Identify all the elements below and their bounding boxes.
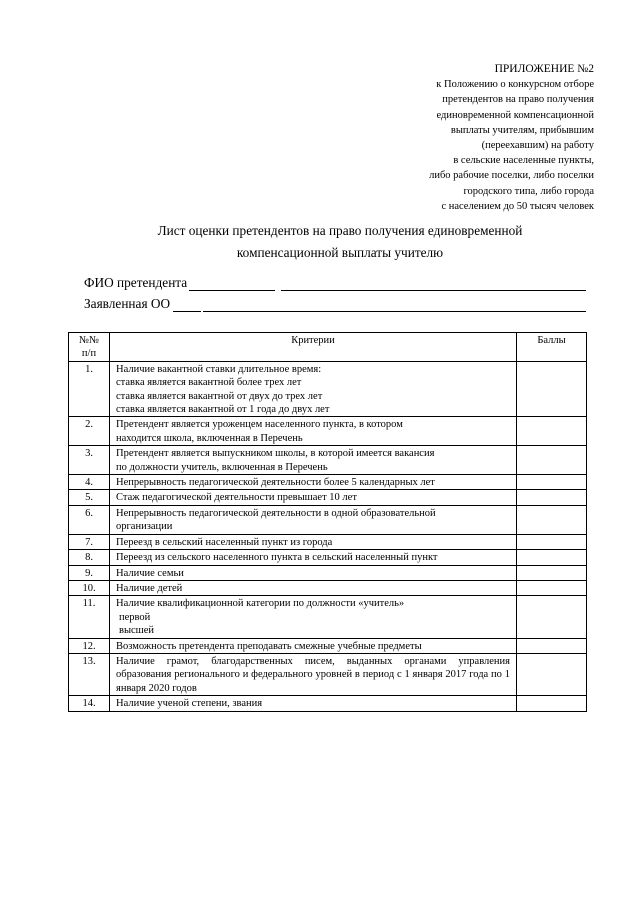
row-points-cell[interactable]: [517, 417, 587, 446]
row-number: 8.: [69, 550, 110, 565]
table-row: [69, 653, 587, 695]
criteria-line: первой: [119, 611, 151, 623]
row-criteria: [110, 361, 517, 417]
row-points-cell[interactable]: [517, 534, 587, 549]
appendix-line: единовременной компенсационной: [436, 109, 594, 121]
criteria-table: [68, 332, 587, 712]
appendix-block: [294, 62, 594, 214]
row-points-cell[interactable]: [517, 550, 587, 565]
table-row: [69, 490, 587, 505]
fio-label: ФИО претендента: [84, 275, 188, 290]
row-criteria: [110, 534, 517, 549]
row-criteria: Наличие грамот, благодарственных писем, выданных органами управления образования регионального и федерального уровней в период с 1 января 2017 года по 1 января 2020 годов: [110, 653, 517, 695]
row-points-cell[interactable]: [517, 653, 587, 695]
criteria-line: высшей: [119, 625, 155, 637]
appendix-line: к Положению о конкурсном отборе: [436, 79, 594, 91]
criteria-line: Наличие квалификационной категории по должности «учитель»: [116, 598, 405, 610]
criteria-line: Переезд в сельский населенный пункт из города: [116, 536, 333, 548]
row-points-cell[interactable]: [517, 446, 587, 475]
row-criteria: [110, 490, 517, 505]
row-points-cell[interactable]: [517, 505, 587, 534]
criteria-line: организации: [116, 521, 173, 533]
row-points-cell[interactable]: [517, 596, 587, 638]
table-row: [69, 580, 587, 595]
fio-field: [84, 275, 586, 291]
criteria-line: ставка является вакантной более трех лет: [116, 377, 302, 389]
table-header-row: [69, 333, 587, 362]
row-number: 10.: [69, 580, 110, 595]
table-row: [69, 565, 587, 580]
table-row: [69, 534, 587, 549]
appendix-line: (переехавшим) на работу: [481, 140, 594, 152]
document-title: [90, 220, 590, 264]
row-number: 6.: [69, 505, 110, 534]
title-line: Лист оценки претендентов на право получения единовременной: [157, 223, 523, 238]
row-points-cell[interactable]: [517, 490, 587, 505]
table-row: [69, 638, 587, 653]
row-criteria: [110, 565, 517, 580]
criteria-line: ставка является вакантной от двух до трех лет: [116, 390, 323, 402]
row-number: 14.: [69, 696, 110, 711]
criteria-line: Претендент является выпускником школы, в которой имеется вакансия: [116, 448, 435, 460]
table-row: [69, 696, 587, 711]
row-points-cell[interactable]: [517, 361, 587, 417]
table-row: [69, 505, 587, 534]
row-number: 7.: [69, 534, 110, 549]
title-line: компенсационной выплаты учителю: [236, 245, 444, 260]
oo-label: Заявленная ОО: [84, 296, 171, 311]
row-criteria: [110, 446, 517, 475]
table-row: [69, 596, 587, 638]
row-criteria: [110, 417, 517, 446]
row-criteria: [110, 505, 517, 534]
appendix-line: городского типа, либо города: [463, 185, 594, 197]
appendix-line: в сельские населенные пункты,: [453, 155, 594, 167]
row-criteria: [110, 596, 517, 638]
row-criteria: [110, 580, 517, 595]
criteria-line: ставка является вакантной от 1 года до двух лет: [116, 404, 330, 416]
row-points-cell[interactable]: [517, 696, 587, 711]
criteria-line: по должности учитель, включенная в Перечень: [116, 461, 328, 473]
table-row: [69, 361, 587, 417]
row-number: 2.: [69, 417, 110, 446]
row-number: 11.: [69, 596, 110, 638]
criteria-line: Наличие детей: [116, 582, 183, 594]
row-criteria: [110, 550, 517, 565]
header-points: Баллы: [517, 333, 587, 362]
oo-underline-short: [173, 298, 201, 312]
row-number: 4.: [69, 475, 110, 490]
criteria-line: Непрерывность педагогической деятельности в одной образовательной: [116, 507, 436, 519]
row-criteria: [110, 475, 517, 490]
row-number: 12.: [69, 638, 110, 653]
row-number: 9.: [69, 565, 110, 580]
table-row: [69, 417, 587, 446]
criteria-line: Стаж педагогической деятельности превышает 10 лет: [116, 492, 357, 504]
criteria-line: Наличие семьи: [116, 567, 184, 579]
table-row: [69, 475, 587, 490]
row-number: 5.: [69, 490, 110, 505]
table-row: [69, 446, 587, 475]
criteria-line: Переезд из сельского населенного пункта в сельский населенный пункт: [116, 552, 438, 564]
criteria-line: Возможность претендента преподавать смежные учебные предметы: [116, 640, 422, 652]
header-num: №№ п/п: [69, 333, 110, 362]
fio-underline-short: [189, 277, 275, 291]
row-points-cell[interactable]: [517, 638, 587, 653]
appendix-line: выплаты учителям, прибывшим: [450, 124, 594, 136]
row-criteria: [110, 696, 517, 711]
table-row: [69, 550, 587, 565]
fio-underline: [281, 277, 586, 291]
criteria-line: Претендент является уроженцем населенного пункта, в котором: [116, 419, 403, 431]
criteria-line: находится школа, включенная в Перечень: [116, 432, 303, 444]
criteria-line: Непрерывность педагогической деятельности более 5 календарных лет: [116, 477, 435, 489]
row-points-cell[interactable]: [517, 475, 587, 490]
oo-underline: [203, 298, 586, 312]
row-points-cell[interactable]: [517, 580, 587, 595]
header-criteria: Критерии: [110, 333, 517, 362]
row-number: 3.: [69, 446, 110, 475]
criteria-line: Наличие ученой степени, звания: [116, 698, 263, 710]
row-number: 13.: [69, 653, 110, 695]
criteria-line: Наличие вакантной ставки длительное время:: [116, 363, 322, 375]
appendix-line: либо рабочие поселки, либо поселки: [429, 170, 594, 182]
row-points-cell[interactable]: [517, 565, 587, 580]
appendix-line: претендентов на право получения: [442, 94, 594, 106]
appendix-line: с населением до 50 тысяч человек: [441, 200, 594, 212]
row-number: 1.: [69, 361, 110, 417]
row-criteria: [110, 638, 517, 653]
oo-field: [84, 296, 586, 312]
appendix-heading: ПРИЛОЖЕНИЕ №2: [494, 63, 594, 75]
